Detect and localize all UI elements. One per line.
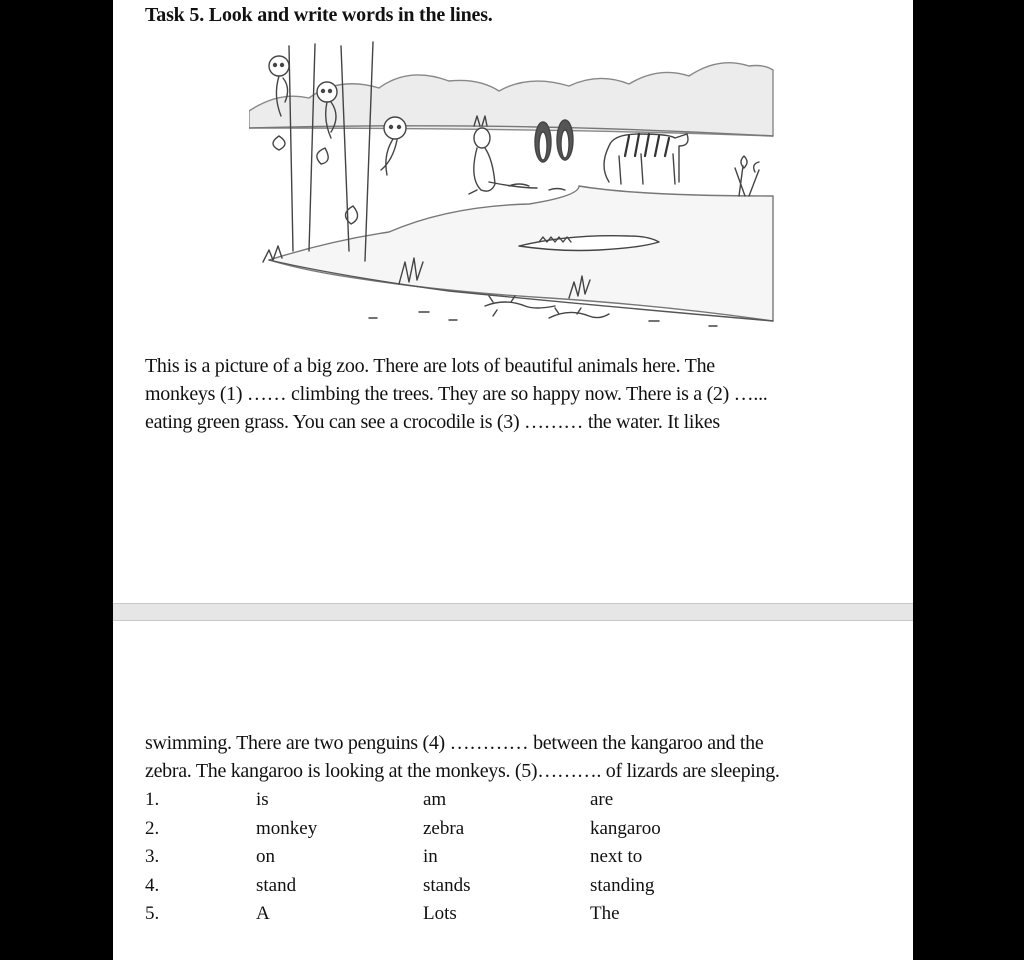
choice-option-c: next to	[590, 846, 643, 867]
choice-row	[145, 786, 885, 815]
document-page-1	[113, 0, 913, 603]
passage-line: zebra. The kangaroo is looking at the monkeys. (5)………. of lizards are sleeping.	[145, 760, 780, 782]
choice-option-a: on	[256, 846, 275, 867]
passage-line: monkeys (1) …… climbing the trees. They are so happy now. There is a (2) …...	[145, 383, 768, 405]
page-break-divider	[113, 603, 913, 621]
passage-part-2	[145, 729, 885, 785]
passage-part-1	[145, 352, 885, 436]
choice-number: 1.	[145, 789, 160, 810]
choice-option-b: zebra	[423, 817, 465, 839]
choice-option-a: is	[256, 789, 269, 810]
choice-option-b: stands	[423, 874, 471, 896]
document-page-2	[113, 621, 913, 960]
choice-option-b: Lots	[423, 903, 457, 924]
choice-row	[145, 843, 885, 872]
choice-option-c: The	[590, 903, 620, 924]
choice-number: 5.	[145, 903, 160, 924]
passage-line: swimming. There are two penguins (4) ………… between the kangaroo and the	[145, 732, 764, 754]
choice-option-a: stand	[256, 874, 297, 896]
task-title: Task 5. Look and write words in the lines.	[145, 4, 493, 26]
choice-number: 4.	[145, 874, 160, 896]
choice-option-b: in	[423, 846, 438, 867]
choice-row	[145, 815, 885, 844]
zoo-scene-illustration	[249, 36, 777, 336]
choice-row	[145, 872, 885, 901]
passage-line: eating green grass. You can see a crocodile is (3) ……… the water. It likes	[145, 411, 720, 433]
passage-line: This is a picture of a big zoo. There are lots of beautiful animals here. The	[145, 355, 715, 377]
choice-row	[145, 900, 885, 929]
choice-option-c: kangaroo	[590, 817, 661, 839]
choice-option-a: A	[256, 903, 270, 924]
choice-option-b: am	[423, 789, 447, 810]
choice-number: 2.	[145, 817, 160, 839]
answer-choices-list	[145, 786, 885, 929]
choice-option-c: are	[590, 789, 614, 810]
choice-number: 3.	[145, 846, 160, 867]
choice-option-c: standing	[590, 874, 655, 896]
choice-option-a: monkey	[256, 817, 318, 839]
